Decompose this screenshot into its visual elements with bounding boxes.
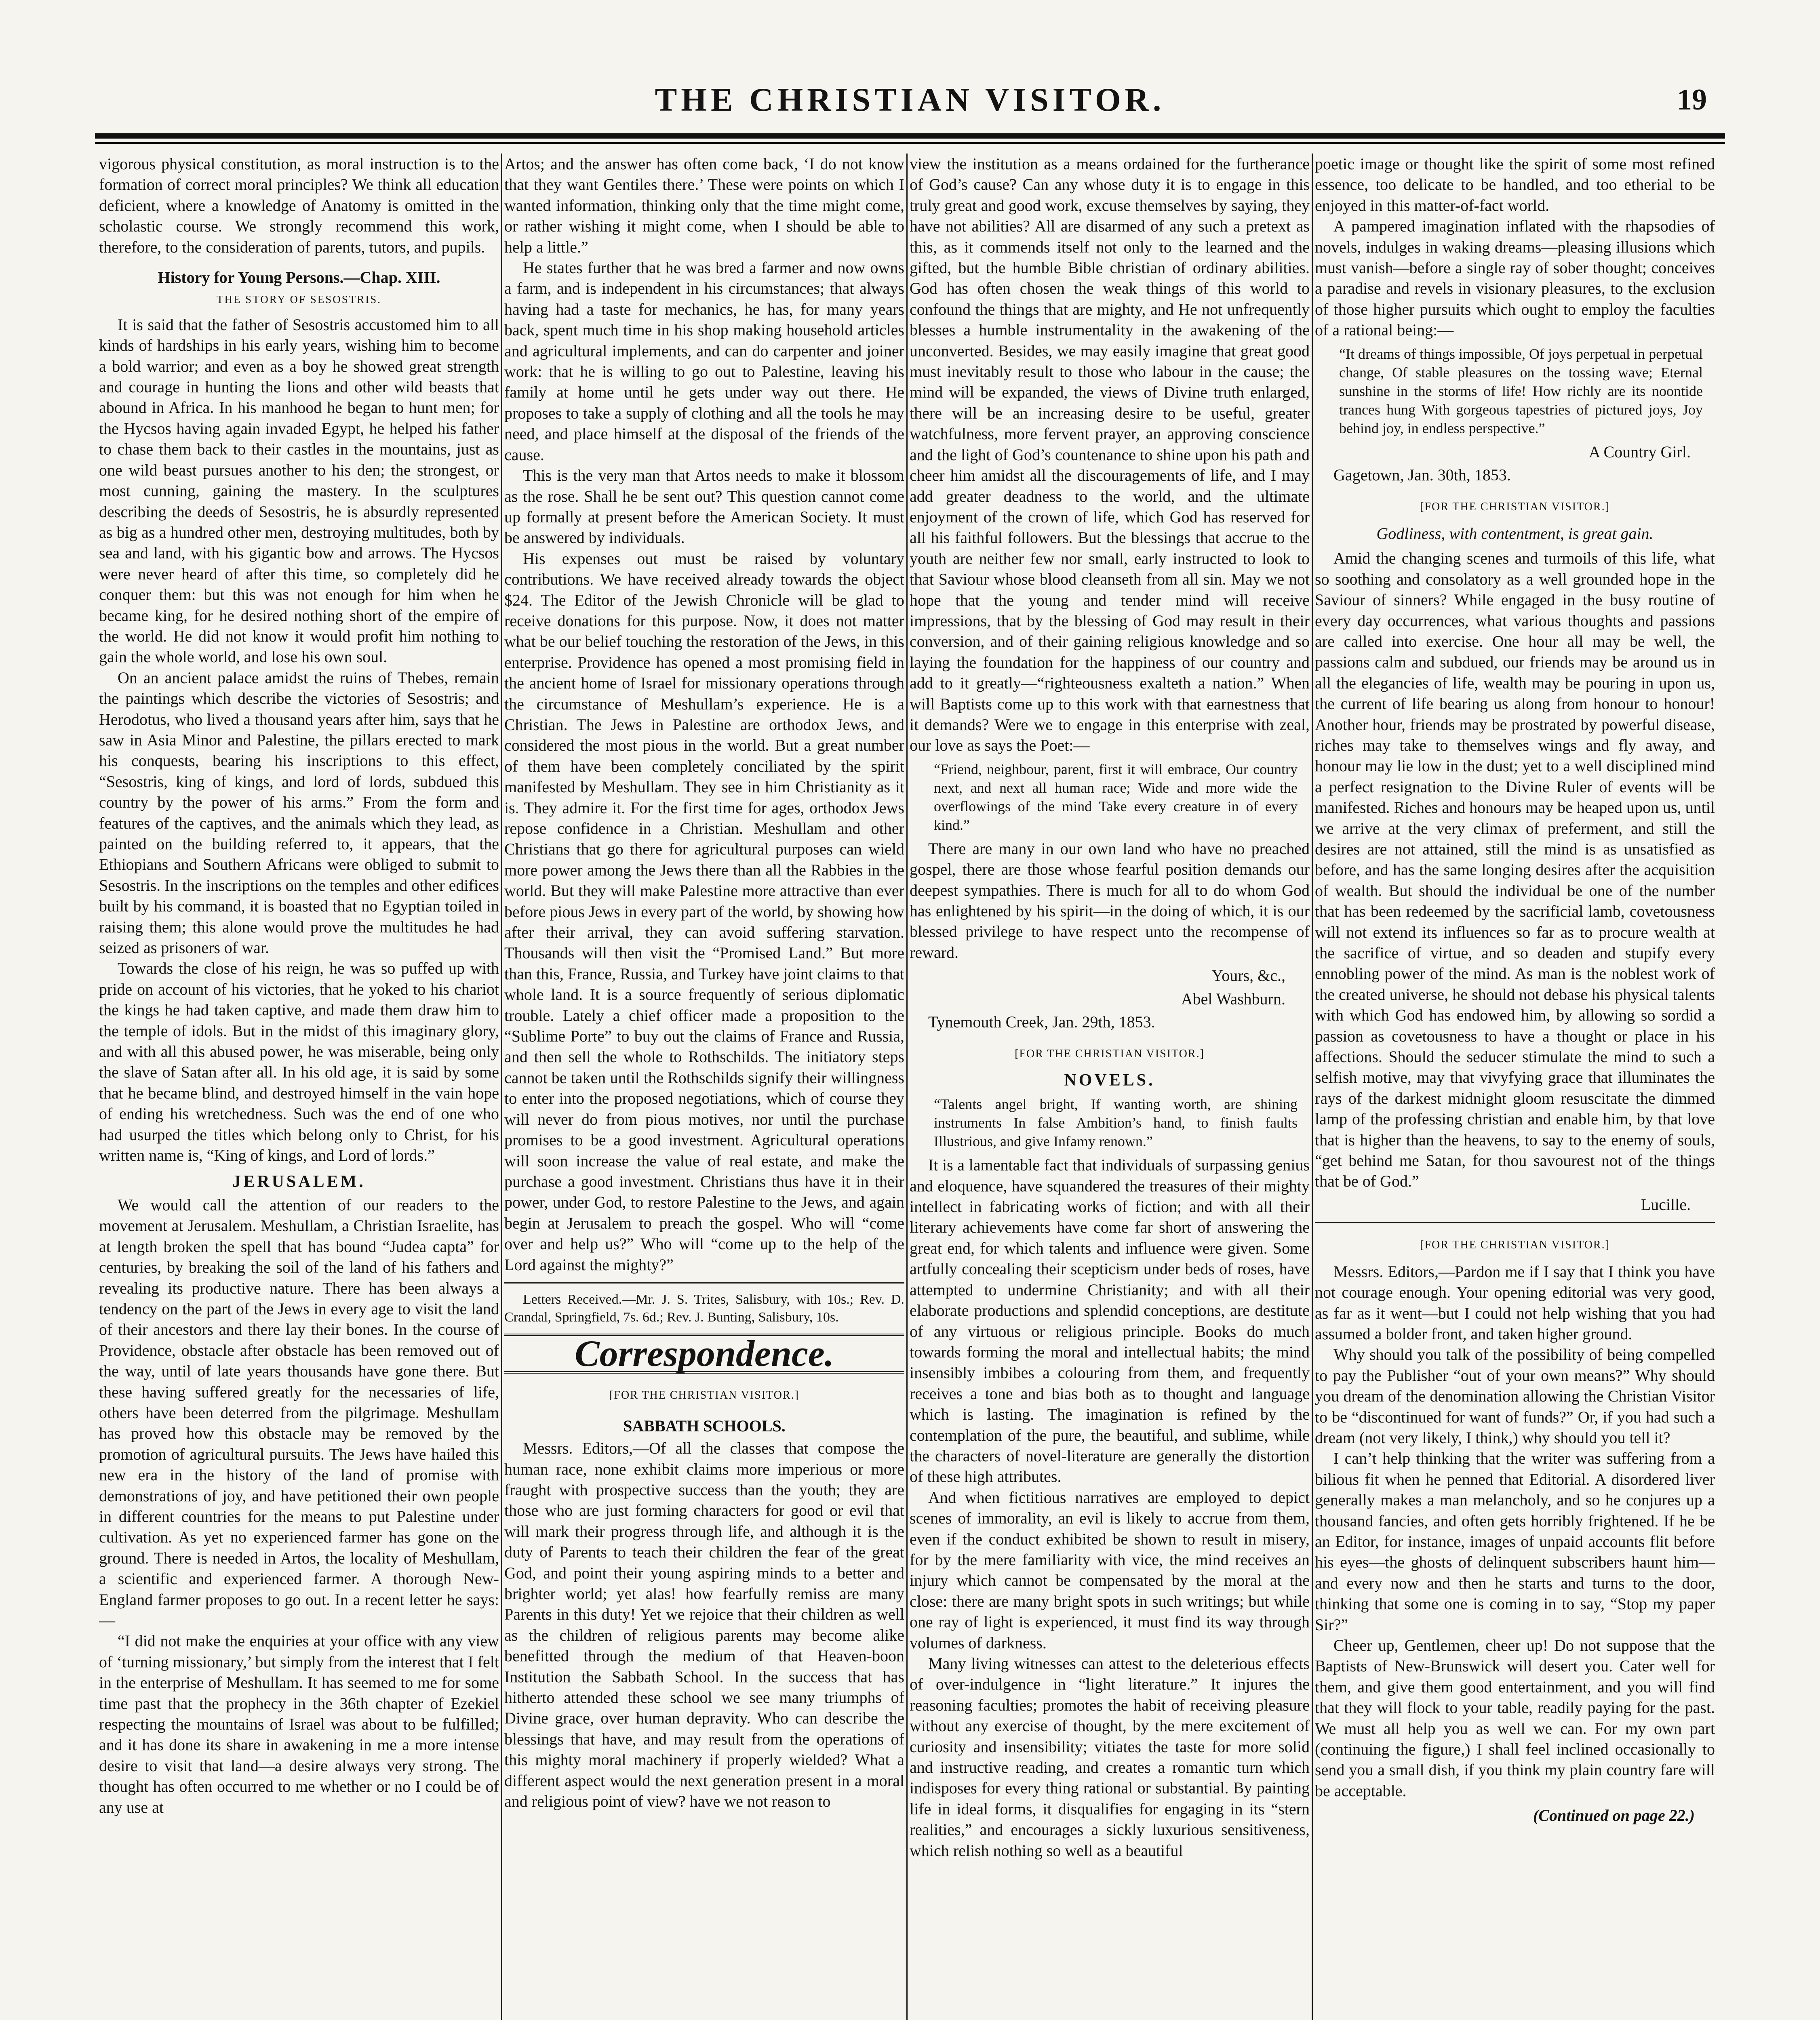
paragraph: He states further that he was bred a farmer and now owns a farm, and is independent in his circumstances; that always having had a taste for mechanics, he has, for many years back, spent much time in his shop making household articles and agricultural implements, and can do carpenter and joiner work: that he is willing to go out to Palestine, leaving his family at home until he gets under way out there. He proposes to take a supply of clothing and all the tools he may need, and place himself at the disposal of the friends of the cause.	[504, 259, 904, 464]
paragraph: I can’t help thinking that the writer was suffering from a bilious fit when he penned that Editorial. A disordered liver generally makes a man melancholy, and so he conjures up a thousand fancies, and often gets horribly frightened. If he be an Editor, for instance, images of unpaid accounts flit before his eyes—the ghosts of delinquent subscribers haunt him—and every now and then he starts and turns to the door, thinking that some one is coming in to say, “Stop my paper Sir?”	[1315, 1449, 1715, 1634]
paragraph: Why should you talk of the possibility of being compelled to pay the Publisher “out of your own means?” Why should you dream of the denomination allowing the Christian Visitor to be “discontinued for want of funds?” Or, if you had such a dream (not very likely, I think,) why should you tell it?	[1315, 1345, 1715, 1447]
paragraph: There are many in our own land who have no preached gospel, there are those whose fearful position demands our deepest sympathies. There is much for all to do whom God has enlightened by his spirit—in the doing of which, it is our blessed privilege to have respect unto the recompense of reward.	[910, 839, 1310, 962]
paragraph: vigorous physical constitution, as moral instruction is to the formation of correct moral principles? We think all education deficient, where a knowledge of Anatomy is omitted in the scholastic course. We strongly recommend this work, therefore, to the consideration of parents, tutors, and pupils.	[99, 155, 499, 256]
paragraph: It is said that the father of Sesostris accustomed him to all kinds of hardships in his early years, wishing him to become a bold warrior; and even as a boy he showed great strength and courage in hunting the lions and other wild beasts that abound in Africa. In his manhood he began to hunt men; for the Hycsos having again invaded Egypt, he helped his father to chase them back to their castles in the mountains, just as one wild beast pursues another to his den; the strongest, or most cunning, gaining the mastery. In the sculptures describing the deeds of Sesostris, he is absurdly represented as big as a hundred other men, destroying multitudes, both by sea and land, with his gigantic bow and arrows. The Hycsos were never heard of after this time, so completely did he conquer them: but this was not enough for him when he became king, for he desired nothing short of the empire of the world. He did not know it would profit him nothing to gain the whole world, and lose his own soul.	[99, 315, 499, 666]
paragraph: Many living witnesses can attest to the deleterious effects of over-indulgence in “light literature.” It injures the reasoning faculties; promotes the habit of receiving pleasure without any exercise of thought, by the mere excitement of curiosity and insensibility; vitiates the taste for more solid and instructive reading, and creates a romantic turn which indisposes for every thing rational or substantial. By painting life in ideal forms, it disqualifies for engaging in its “stern realities,” and encourages a sickly luxurious sensitiveness, which relish nothing so well as a beautiful	[910, 1654, 1310, 1860]
paragraph: A pampered imagination inflated with the rhapsodies of novels, indulges in waking dreams—pleasing illusions which must vanish—before a single ray of sober thought; conceives a paradise and revels in visionary pleasures, to the exclusion of those higher pursuits which ought to employ the faculties of a rational being:—	[1315, 217, 1715, 339]
for-visitor-tag: [FOR THE CHRISTIAN VISITOR.]	[1015, 1048, 1205, 1060]
letters-received: Letters Received.—Mr. J. S. Trites, Salisbury, with 10s.; Rev. D. Crandal, Springfield, 7s. 6d.; Rev. J. Bunting, Salisbury, 10s.	[504, 1292, 904, 1325]
history-subheading: THE STORY OF SESOSTRIS.	[216, 293, 382, 306]
for-visitor-tag: [FOR THE CHRISTIAN VISITOR.]	[1420, 501, 1610, 513]
for-visitor-tag: [FOR THE CHRISTIAN VISITOR.]	[1420, 1239, 1610, 1252]
paragraph: We would call the attention of our readers to the movement at Jerusalem. Meshullam, a Christian Israelite, has at length broken the spell that has bound “Judea capta” for centuries, by breaking the soil of the land of his fathers and revealing its productive nature. There has been always a tendency on the part of the Jews in every age to visit the land of their ancestors and there lay their bones. In the course of Providence, obstacle after obstacle has been removed out of the way, until of late years thousands have gone there. But these having suffered greatly for the necessaries of life, others have been deterred from the pilgrimage. Meshullam has proved how this obstacle may be removed by the promotion of agricultural pursuits. The Jews have hailed this new era in the history of the land of promise with demonstrations of joy, and have petitioned their own people in different countries for the means to put Palestine under cultivation. As yet no experienced farmer has gone on the ground. There is needed in Artos, the locality of Meshullam, a scientific and experienced farmer. A thorough New-England farmer proposes to go out. In a recent letter he says:—	[99, 1195, 499, 1630]
paragraph: Artos; and the answer has often come back, ‘I do not know that they want Gentiles there.’ These were points on which I wanted information, thinking only that the time might come, or rather wishing it might come, when I should be able to help a little.”	[504, 155, 904, 256]
sabbath-heading: SABBATH SCHOOLS.	[623, 1416, 786, 1435]
column-2	[504, 154, 904, 2020]
newspaper-title: THE CHRISTIAN VISITOR.	[655, 81, 1165, 118]
paragraph: Cheer up, Gentlemen, cheer up! Do not suppose that the Baptists of New-Brunswick will desert you. Cater well for them, and give them good entertainment, and you will find that they will flock to your table, readily paying for the past. We must all help you as well we can. For my own part (continuing the figure,) I shall feel inclined occasionally to send you a small dish, if you think my plain country fare will be acceptable.	[1315, 1636, 1715, 1800]
paragraph: It is a lamentable fact that individuals of surpassing genius and eloquence, have squandered the treasures of their mighty intellect in fabricating works of fiction; and with all their literary achievements have come far short of answering the great end, for which talents and influence were given. Some artfully concealing their scepticism under beds of roses, have attempted to undermine Christianity; and with all their elaborate productions and splendid conceptions, are destitute of any virtuous or religious principle. Books do much towards forming the moral and intellectual habits; the mind insensibly imbibes a colouring from them, and frequently receives a tone and bias both as to thought and language which is lasting. The imagination is refined by the contemplation of the pure, the beautiful, and sublime, while the characters of novel-literature are generally the distortion of these high attributes.	[910, 1156, 1310, 1486]
dateline: Gagetown, Jan. 30th, 1853.	[1333, 466, 1511, 484]
jerusalem-heading: JERUSALEM.	[232, 1172, 366, 1191]
column-4	[1315, 154, 1715, 2020]
history-heading: History for Young Persons.—Chap. XIII.	[158, 268, 440, 287]
correspondence-heading: Correspondence.	[575, 1332, 834, 1374]
divider	[504, 1282, 904, 1284]
godliness-heading: Godliness, with contentment, is great gain.	[1376, 524, 1654, 543]
dateline: Tynemouth Creek, Jan. 29th, 1853.	[928, 1013, 1155, 1031]
verse: “It dreams of things impossible, Of joys perpetual in perpetual change, Of stable pleasures on the tossing wave; Eternal sunshine in the storms of life! How richly are its noontide trances hung With gorgeous tapestries of pictured joys, Joy behind joy, in endless perspective.”	[1339, 345, 1703, 436]
verse: “Talents angel bright, If wanting worth, are shining instruments In false Ambition’s hand, to finish faults Illustrious, and give Infamy renown.”	[934, 1096, 1298, 1150]
divider	[1315, 1222, 1715, 1223]
page-number: 19	[1677, 83, 1707, 116]
column-divider	[501, 154, 502, 2020]
verse: “Friend, neighbour, parent, first it will embrace, Our country next, and next all human race; Wide and more wide the overflowings of the mind Take every creature in of every kind.”	[934, 761, 1298, 833]
paragraph: Amid the changing scenes and turmoils of this life, what so soothing and consolatory as a well grounded hope in the Saviour of sinners? While engaged in the busy routine of every day occurrences, what various thoughts and passions are called into exercise. One hour all may be well, the passions calm and subdued, our friends may be around us in all the elegancies of life, wealth may be pouring in upon us, the current of life bearing us along from honour to honour! Another hour, friends may be prostrated by powerful disease, riches may take to themselves wings and fly away, and honour may lie low in the dust; yet to a well disciplined mind a perfect resignation to the Divine Ruler of events will be manifested. Riches and honours may be heaped upon us, until we arrive at the very climax of preferment, and still the desires are not attained, still the mind is as unsatisfied as before, and has the same longing desires after the acquisition of wealth. But should the individual be one of the number that has been redeemed by the sacrificial lamb, covetousness will not extend its influences so far as to procure wealth at the sacrifice of virtue, and so deaden and stupify every ennobling power of the mind. As man is the noblest work of the created universe, he should not debase his physical talents with which God has endowed him, by allowing so sordid a passion as covetousness to have a thought or place in his affections. Should the seducer stimulate the mind to such a selfish motive, may that vivyfying grace that illuminates the rays of the darkest midnight gloom resuscitate the dimmed lamp of the professing christian and enable him, by that love that is higher than the heavens, to say to the enemy of souls, “get behind me Satan, for thou savourest not of the things that be of God.”	[1315, 549, 1715, 1191]
paragraph: Messrs. Editors,—Pardon me if I say that I think you have not courage enough. Your opening editorial was very good, as far as it went—but I could not help wishing that you had assumed a bolder front, and taken higher ground.	[1315, 1262, 1715, 1343]
continued-note: (Continued on page 22.)	[1533, 1806, 1695, 1825]
paragraph: Messrs. Editors,—Of all the classes that compose the human race, none exhibit claims more imperious or more fraught with prospective success than the youth; they are those who are just forming characters for good or evil that will mark their progress through life, and although it is the duty of Parents to teach their children the fear of the great God, and point their young aspiring minds to a better and brighter world; yet alas! how fearfully remiss are many Parents in this duty! Yet we rejoice that their children as well as the children of religious parents may become alike benefitted through the medium of that Heaven-boon Institution the Sabbath School. In the success that has hitherto attended these school we see many triumphs of Divine grace, over human depravity. Who can describe the blessings that have, and may result from the operations of this mighty moral machinery if properly wielded? What a different aspect would the next generation present in a moral and religious point of view? have we not reason to	[504, 1439, 904, 1811]
paragraph: poetic image or thought like the spirit of some most refined essence, too delicate to be handled, and too etherial to be enjoyed in this matter-of-fact world.	[1315, 155, 1715, 215]
paragraph: view the institution as a means ordained for the furtherance of God’s cause? Can any whose duty it is to engage in this truly great and good work, excuse themselves by saying, they have not abilities? All are disarmed of any such a pretext as this, as it commends itself not only to the learned and the gifted, but the humble Bible christian of ordinary abilities. God has often chosen the weak things of this world to confound the things that are mighty, and He not unfrequently blesses a humble instrumentality in the awakening of the unconverted. Besides, we may easily imagine that great good must inevitably result to those who labour in the cause; the mind will be expanded, the views of Divine truth enlarged, there will be an increasing desire to be useful, greater watchfulness, more fervent prayer, an approving conscience and the light of God’s countenance to shine upon his path and cheer him amidst all the discouragements of life, and I may add greater deadness to the world, and the ultimate enjoyment of the crown of life, which God has reserved for all his faithful followers. But the blessings that accrue to the youth are neither few nor small, early instructed to look to that Saviour whose blood cleanseth from all sin. May we not hope that the young and tender mind will receive impressions, that by the blessing of God may result in their conversion, and of their gaining religious knowledge and so laying the foundation for the happiness of our country and add to it greatly—“righteousness exalteth a nation.” When will Baptists come up to this work with that earnestness that it demands? Were we to engage in this enterprise with zeal, our love as says the Poet:—	[910, 155, 1310, 755]
masthead-rule-thick	[95, 133, 1725, 139]
paragraph: His expenses out must be raised by voluntary contributions. We have received already towards the object $24. The Editor of the Jewish Chronicle will be glad to receive donations for this purpose. Now, it does not matter what be our belief touching the restoration of the Jews, in this enterprise. Providence has opened a most promising field in the ancient home of Israel for missionary operations through the circumstance of Meshullam’s experience. He is a Christian. The Jews in Palestine are orthodox Jews, and considered the most pious in the world. But a great number of them have been completely conciliated by the spirit manifested by Meshullam. They see in him Christianity as it is. They admire it. For the first time for ages, orthodox Jews repose confidence in a Christian. Meshullam and other Christians that go there for agricultural purposes can wield more power among the Jews there than all the Rabbies in the world. But they will make Palestine more attractive than ever before pious Jews in every part of the world, by showing how after their arrival, they can avoid suffering starvation. Thousands will then visit the “Promised Land.” But more than this, France, Russia, and Turkey have joint claims to that whole land. It is a source frequently of serious diplomatic trouble. Lately a chief officer made a proposition to the “Sublime Porte” to buy out the claims of France and Russia, and then sell the whole to Rothschilds. The initiatory steps cannot be taken until the Rothschilds signify their willingness to enter into the proposed negotiations, which of course they will never do from pious motives, nor until the purchase promises to be a good investment. Agricultural operations will soon increase the value of real estate, and make the purchase a good investment. Christians thus have it in their power, under God, to restore Palestine to the Jews, and again begin at Jerusalem to preach the gospel. Who will “come over and help us?” Who will “come up to the help of the Lord against the mighty?”	[504, 549, 904, 1274]
masthead-rule-thin	[95, 142, 1725, 144]
paragraph: This is the very man that Artos needs to make it blossom as the rose. Shall he be sent out? This question cannot come up formally at present before the American Society. It must be answered by individuals.	[504, 466, 904, 547]
signature: A Country Girl.	[1588, 442, 1691, 461]
masthead	[95, 71, 1725, 131]
column-1	[99, 154, 499, 2020]
paragraph: Towards the close of his reign, he was so puffed up with pride on account of his victories, that he yoked to his chariot the kings he had taken captive, and made them draw him to the temple of idols. But in the midst of this imaginary glory, and with all this abused power, he was miserable, being only the slave of Satan after all. In his old age, it is said by some that he became blind, and destroyed himself in the vain hope of ending his wretchedness. Such was the end of one who had usurped the titles which belong only to Christ, for his written name is, “King of kings, and Lord of lords.”	[99, 959, 499, 1165]
paragraph: And when fictitious narratives are employed to depict scenes of immorality, an evil is likely to accrue from them, even if the conduct exhibited be shown to result in misery, for by the mere familiarity with vice, the mind receives an injury which cannot be compensated by the moral at the close: there are many bright spots in such writings; but while one ray of light is experienced, it must find its way through volumes of darkness.	[910, 1488, 1310, 1652]
paragraph: “I did not make the enquiries at your office with any view of ‘turning missionary,’ but simply from the interest that I felt in the enterprise of Meshullam. It has seemed to me for some time past that the prophecy in the 36th chapter of Ezekiel respecting the mountains of Israel was about to be fulfilled; and it has done its share in awakening in me a more intense desire to visit that land—a desire always very strong. The thought has often occurred to me whether or no I could be of any use at	[99, 1632, 499, 1816]
column-divider	[1312, 154, 1313, 2020]
column-divider	[906, 154, 908, 2020]
column-3	[910, 154, 1310, 2020]
novels-heading: NOVELS.	[1064, 1071, 1155, 1090]
signature: Lucille.	[1641, 1195, 1691, 1214]
paragraph: On an ancient palace amidst the ruins of Thebes, remain the paintings which describe the victories of Sesostris; and Herodotus, who lived a thousand years after him, says that he saw in Asia Minor and Palestine, the pillars erected to mark his conquests, bearing his inscriptions to this effect, “Sesostris, king of kings, and lord of lords, subdued this country by the power of his arms.” From the form and features of the captives, and the animals which they lead, as painted on the building referred to, it appears, that the Ethiopians and Southern Africans were obliged to submit to Sesostris. In the inscriptions on the temples and other edifices built by his command, it is boasted that no Egyptian toiled in raising them; this alone would prove the multitudes he had seized as prisoners of war.	[99, 668, 499, 957]
for-visitor-tag: [FOR THE CHRISTIAN VISITOR.]	[609, 1389, 799, 1402]
signature: Abel Washburn.	[1181, 989, 1285, 1008]
closing: Yours, &c.,	[1211, 966, 1285, 985]
